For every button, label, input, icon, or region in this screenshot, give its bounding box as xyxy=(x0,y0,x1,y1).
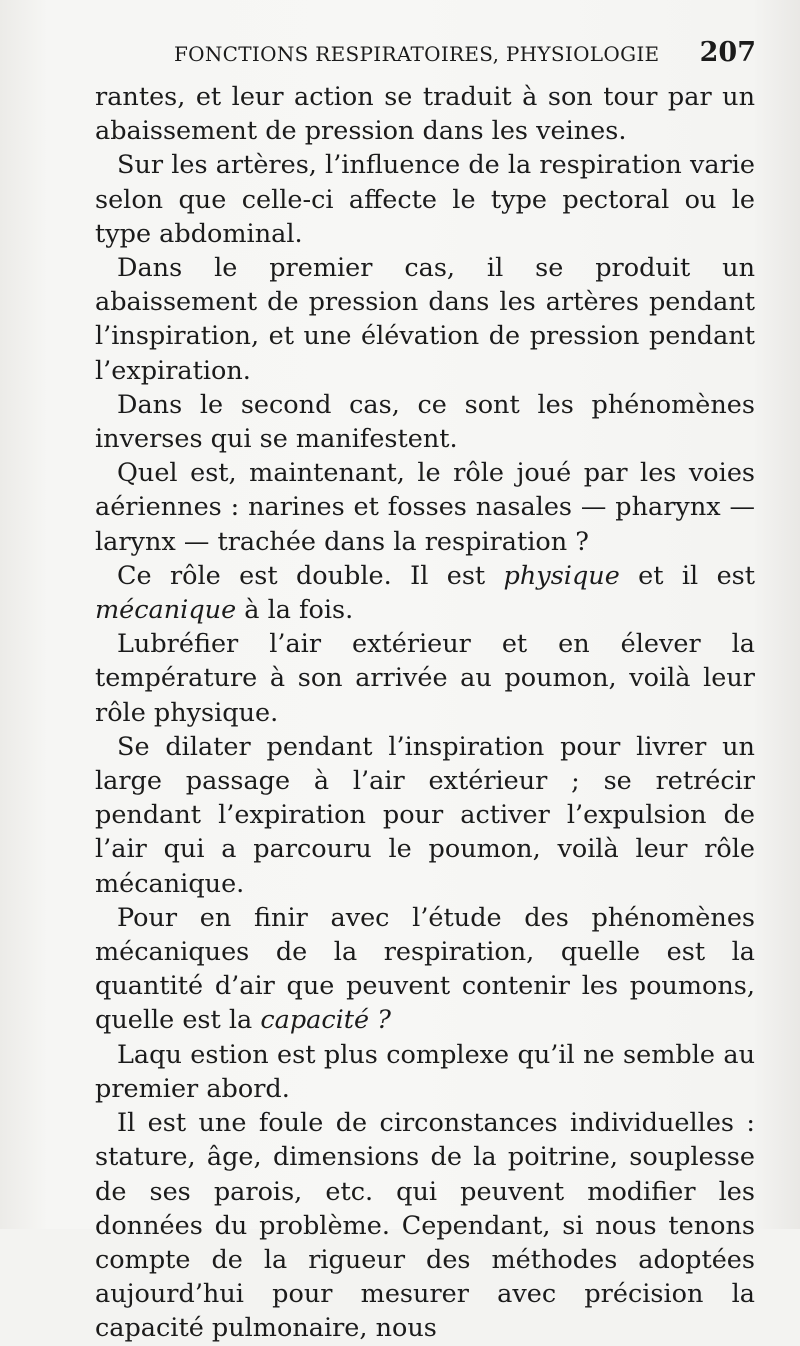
text-run: Dans le second cas, ce sont les phénomènes inverses qui se manifestent. xyxy=(95,389,755,455)
italic-term: capacité ? xyxy=(260,1005,391,1036)
text-run: Pour en finir avec l’étude des phénomènes mécaniques de la respiration, quelle est la quantité d’air que peuvent contenir les poumons, quelle est la xyxy=(95,902,755,1036)
text-run: Sur les artères, l’influence de la respiration varie selon que celle-ci affecte le type pectoral ou le type abdominal. xyxy=(95,150,755,249)
body-text xyxy=(95,80,755,1346)
paragraph xyxy=(95,148,755,251)
text-run: Il est une foule de circonstances individuelles : stature, âge, dimensions de la poitrine, souplesse de ses parois, etc. qui peuvent modifier les données du problème. Cependant, si nous tenons compte de la rigueur des méthodes adoptées aujourd’hui pour mesurer avec précision la capacité pulmonaire, nous xyxy=(95,1108,755,1344)
running-head: FONCTIONS RESPIRATOIRES, PHYSIOLOGIE xyxy=(174,42,660,66)
text-run: rantes, et leur action se traduit à son tour par un abaissement de pression dans les veines. xyxy=(95,82,755,147)
text-run: Se dilater pendant l’inspiration pour livrer un large passage à l’air extérieur ; se retrécir pendant l’expiration pour activer l’expulsion de l’air qui a parcouru le poumon, voilà leur rôle mécanique. xyxy=(95,731,755,899)
paragraph xyxy=(95,901,755,1038)
text-run: Laqu estion est plus complexe qu’il ne semble au premier abord. xyxy=(95,1039,755,1104)
italic-term: mécanique xyxy=(95,595,237,626)
text-run: Dans le premier cas, il se produit un abaissement de pression dans les artères pendant l’inspiration, et une élévation de pression pendant l’expiration. xyxy=(95,253,755,386)
paragraph xyxy=(95,80,755,148)
italic-term: physique xyxy=(503,560,620,591)
paragraph xyxy=(95,730,755,901)
page-header xyxy=(174,37,756,68)
paragraph xyxy=(95,456,755,559)
paragraph xyxy=(95,1106,755,1345)
text-run: Ce rôle est double. Il est xyxy=(117,560,504,591)
paragraph xyxy=(95,559,755,627)
paragraph xyxy=(95,1038,755,1106)
text-run: et il est xyxy=(619,560,756,591)
paragraph xyxy=(95,388,755,456)
paragraph xyxy=(95,627,755,730)
text-run: à la fois. xyxy=(236,595,354,626)
paragraph xyxy=(95,251,755,388)
text-run: Quel est, maintenant, le rôle joué par les voies aériennes : narines et fosses nasales — pharynx — larynx — trachée dans la respiration ? xyxy=(95,458,755,557)
text-run: Lubréfier l’air extérieur et en élever la température à son arrivée au poumon, voilà leur rôle physique. xyxy=(95,629,755,728)
page-number: 207 xyxy=(699,37,756,68)
